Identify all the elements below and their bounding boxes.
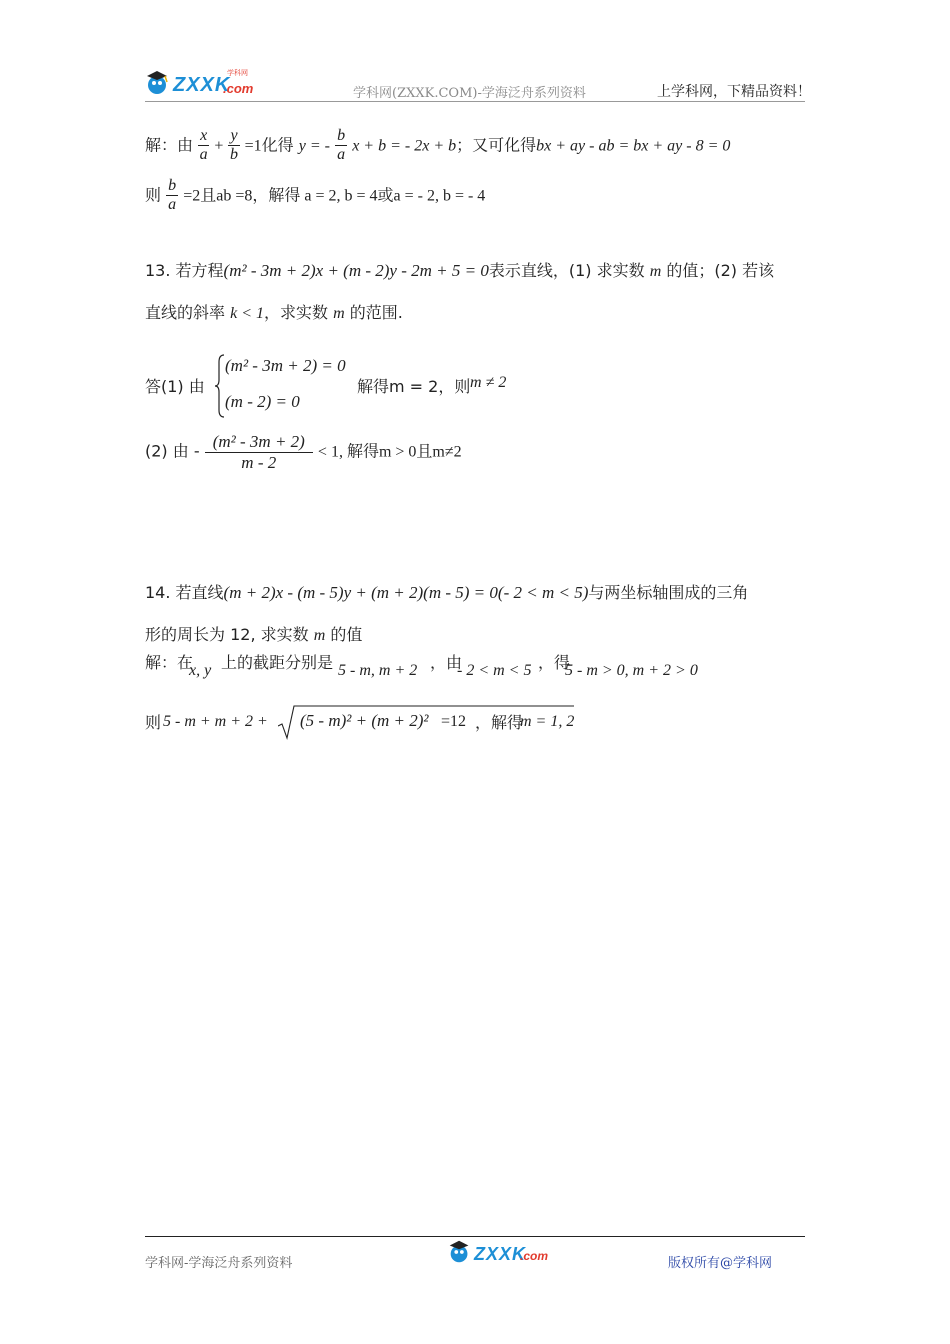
q13-var-m: m bbox=[649, 263, 662, 280]
a13-part1 bbox=[145, 352, 745, 422]
q14-line2-end: 的值 bbox=[330, 625, 363, 644]
a14-line1 bbox=[145, 650, 765, 684]
frac-num: y bbox=[228, 127, 239, 146]
frac-den: a bbox=[337, 146, 346, 164]
a14-xy: x, y bbox=[189, 662, 212, 679]
frac-num: b bbox=[335, 127, 347, 146]
mascot-icon bbox=[446, 1238, 474, 1266]
a14-then: 则 bbox=[145, 713, 162, 732]
sol12-mid: ；又可化得 bbox=[456, 135, 537, 155]
a14-sqrt-inner: (5 - m)² + (m + 2)² bbox=[300, 711, 429, 730]
a14-mid: 上的截距分别是 bbox=[221, 653, 334, 672]
frac-den: m - 2 bbox=[241, 452, 277, 472]
a14-res: ，解得 bbox=[475, 713, 524, 732]
a13-1-system-eq2: (m - 2) = 0 bbox=[225, 392, 300, 411]
footer-divider bbox=[145, 1236, 805, 1237]
q13-line1 bbox=[145, 258, 774, 281]
a13-part2 bbox=[145, 432, 462, 472]
q14-equation: (m + 2)x - (m - 5)y + (m + 2)(m - 5) = 0(- 2 < m < 5) bbox=[223, 583, 589, 602]
frac-den: a bbox=[168, 196, 177, 214]
frac-x-over-a bbox=[198, 127, 209, 165]
header-logo-text: ZXXK bbox=[173, 74, 231, 96]
a13-2-fraction bbox=[205, 432, 313, 472]
a13-1-result: m ≠ 2 bbox=[470, 374, 507, 391]
header-logo-com: .com bbox=[223, 81, 254, 96]
header-logo bbox=[143, 68, 254, 98]
frac-num: x bbox=[198, 127, 209, 146]
frac-den: b bbox=[229, 146, 238, 164]
a14-by: ，由 bbox=[430, 653, 463, 672]
q13-equation: (m² - 3m + 2)x + (m - 2)y - 2m + 5 = 0 bbox=[223, 261, 489, 280]
frac-den: a bbox=[199, 146, 208, 164]
a14-line2 bbox=[145, 700, 765, 744]
q14-suffix: 与两坐标轴围成的三角 bbox=[588, 583, 749, 602]
frac-num: (m² - 3m + 2) bbox=[205, 432, 313, 453]
header-divider bbox=[145, 101, 805, 102]
q14-line2 bbox=[145, 622, 362, 645]
q14-line1 bbox=[145, 580, 748, 603]
a13-1-system-eq1: (m² - 3m + 2) = 0 bbox=[225, 356, 346, 375]
q13-line2-text: 直线的斜率 bbox=[145, 303, 226, 322]
q13-var-m2: m bbox=[333, 305, 345, 322]
header-right-text: 上学科网，下精品资料！ bbox=[657, 84, 811, 100]
a13-1-mid: 解得m = 2，则 bbox=[357, 377, 471, 396]
q14-prefix: 14. 若直线 bbox=[145, 583, 224, 602]
q13-line2 bbox=[145, 300, 403, 323]
sol12-eq3: bx + ay - ab = bx + ay - 8 = 0 bbox=[536, 137, 731, 155]
sol12-eq2-lhs: y = - bbox=[298, 137, 330, 155]
mascot-icon bbox=[143, 68, 173, 98]
frac-y-over-b bbox=[228, 127, 239, 165]
a14-range: - 2 < m < 5 bbox=[457, 662, 532, 679]
footer-logo-com: .com bbox=[520, 1249, 549, 1263]
a13-2-rest: < 1, 解得m > 0且m≠2 bbox=[317, 443, 462, 461]
sol12-line2 bbox=[145, 177, 485, 215]
brace-icon bbox=[215, 354, 225, 418]
footer-logo-text: ZXXK bbox=[474, 1244, 527, 1264]
a14-inequalities: 5 - m > 0, m + 2 > 0 bbox=[565, 662, 698, 679]
header-logo-badge: 学科网 bbox=[227, 69, 248, 77]
a14-sum: 5 - m + m + 2 + bbox=[163, 713, 268, 730]
q13-line2-end: 的范围. bbox=[349, 303, 403, 322]
a13-2-prefix: (2) 由 - bbox=[145, 441, 200, 461]
header-center-text: 学科网(ZXXK.COM)-学海泛舟系列资料 bbox=[353, 86, 586, 101]
q13-end: 的值；(2) 若该 bbox=[666, 261, 775, 280]
footer-left-text: 学科网-学海泛舟系列资料 bbox=[145, 1256, 293, 1271]
q14-var-m: m bbox=[313, 627, 326, 644]
a14-get: ，得 bbox=[538, 653, 571, 672]
footer-right-text: 版权所有@学科网 bbox=[668, 1256, 773, 1271]
frac-num: b bbox=[166, 177, 178, 196]
sol12-eq1-rest: =1化得 bbox=[244, 137, 294, 155]
a14-answer: m = 1, 2 bbox=[520, 713, 575, 730]
footer-logo bbox=[446, 1238, 551, 1268]
q14-line2-text: 形的周长为 12, 求实数 bbox=[145, 625, 309, 644]
q13-line2-rest: ，求实数 bbox=[264, 303, 329, 322]
a13-1-prefix: 答(1) 由 bbox=[145, 377, 205, 396]
frac-b-over-a-2 bbox=[166, 177, 178, 215]
a14-eq-end: =12 bbox=[441, 713, 467, 730]
sol12-prefix: 解：由 bbox=[145, 135, 194, 155]
sol12-eq2-rest: x + b = - 2x + b bbox=[352, 137, 457, 155]
sol12-then: 则 bbox=[145, 185, 162, 205]
frac-b-over-a bbox=[335, 127, 347, 165]
q13-prefix: 13. 若方程 bbox=[145, 261, 224, 280]
sol12-line2-rest: =2且ab =8，解得 a = 2, b = 4或a = - 2, b = - 4 bbox=[183, 187, 486, 205]
a14-intercepts: 5 - m, m + 2 bbox=[338, 662, 418, 679]
sol12-line1: 解：由 $\frac{x}{a}$ + $\frac{y}{b}$ =1化得 y = - $\frac{b}{a}$ x + b = - 2x + b；又可化得bx + ay - ab = bx + ay - 8 = 0 bbox=[145, 127, 731, 164]
q13-suffix: 表示直线，(1) 求实数 bbox=[488, 261, 645, 280]
a14-prefix: 解：在 bbox=[145, 653, 194, 672]
q13-k: k < 1 bbox=[230, 305, 265, 322]
